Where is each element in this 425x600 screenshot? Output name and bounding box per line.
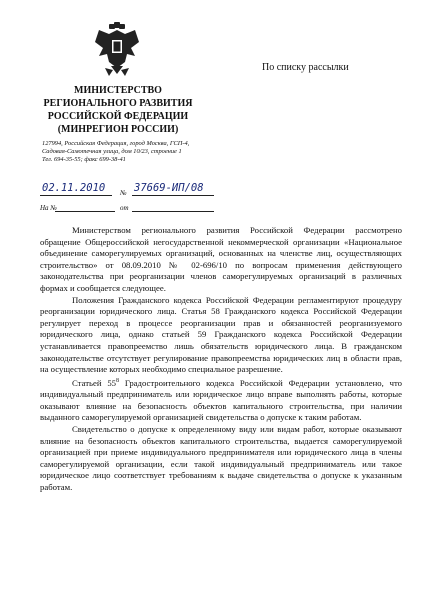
addressee: По списку рассылки: [262, 62, 349, 73]
article-superscript: 8: [116, 377, 120, 384]
paragraph: Положения Гражданского кодекса Российской Федерации регламентируют процедуру реорганизации юридического лица. Статья 58 Гражданского кодекса Российской Федерации регулирует переход в процессе реорганизации прав и обязанностей реорганизуемого юридического лица, однако статьей 59 Гражданского кодекса Российской Федерации устанавливается правопреемство лишь обязательств юридического лица. В гражданском законодательстве отсутствует регулирование правопреемства юридических лиц в области прав, на осуществление которых необходимо специальное разрешение.: [40, 294, 402, 375]
outgoing-date: 02.11.2010: [42, 182, 106, 194]
address-line: Тел. 694-35-55; факс 699-38-41: [42, 156, 126, 164]
number-sign: №: [120, 189, 127, 197]
ministry-line: (МИНРЕГИОН РОССИИ): [57, 124, 179, 135]
paragraph-start: Статьей 55: [72, 377, 117, 388]
reference-underline: [55, 211, 115, 212]
ministry-line: МИНИСТЕРСТВО: [74, 85, 162, 96]
paragraph: [40, 376, 402, 424]
russian-coat-of-arms-icon: [95, 22, 139, 78]
address-line: Садовая-Самотечная улица, дом 10/23, строение 1: [42, 148, 182, 156]
ministry-address: [42, 140, 202, 165]
outgoing-number: 37669-ИП/08: [134, 182, 204, 194]
letter-body: [40, 225, 402, 494]
ministry-line: РЕГИОНАЛЬНОГО РАЗВИТИЯ: [43, 98, 193, 109]
from-label: от: [120, 204, 129, 212]
paragraph: Свидетельство о допуске к определенному виду или видам работ, которые оказывают влияние на безопасность объектов капитального строительства, выдается саморегулируемой организацией при приеме индивидуального предпринимателя или юридического лица в члены саморегулируемой организации, если такой индивидуальный предприниматель или такое юридическое лицо соответствует требованиям к выдаче свидетельства о допуске к указанным работам.: [40, 423, 402, 492]
ministry-name: [28, 84, 208, 136]
from-underline: [132, 211, 214, 212]
date-underline: [40, 195, 112, 196]
address-line: 127994, Российская Федерация, город Москва, ГСП-4,: [42, 140, 190, 147]
paragraph: Министерством регионального развития Российской Федерации рассмотрено обращение Общероссийской негосударственной некоммерческой организации «Национальное объединение саморегулируемых организаций, основанных на членстве лиц, осуществляющих строительство» от 08.09.2010 № 02-696/10 по вопросам применения действующего законодательства при реорганизации членов саморегулируемых организаций в различных формах и сообщается следующее.: [40, 225, 402, 293]
paragraph-rest: Градостроительного кодекса Российской Федерации установлено, что индивидуальный предприниматель или юридическое лицо вправе выполнять работы, которые оказывают влияние на безопасность объектов капитального строительства, при наличии выданного саморегулируемой организацией свидетельства о допуске к таким работам.: [40, 377, 402, 423]
number-underline: [132, 195, 214, 196]
reference-label: На №: [40, 204, 57, 212]
ministry-line: РОССИЙСКОЙ ФЕДЕРАЦИИ: [47, 111, 189, 122]
